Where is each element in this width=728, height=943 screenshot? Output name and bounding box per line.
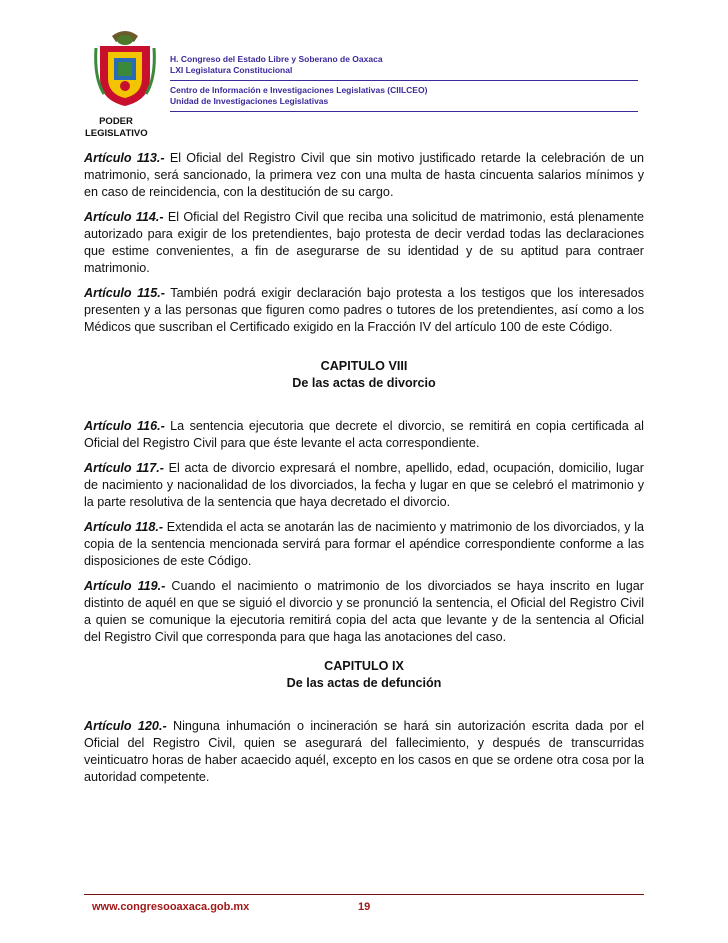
poder-legislativo-label: PODER LEGISLATIVO xyxy=(85,116,148,139)
page-number: 19 xyxy=(358,901,371,913)
article-115: Artículo 115.- También podrá exigir declaración bajo protesta a los testigos que los interesados presenten y a las personas que figuren como padres o tutores de los pretendientes, así como a los Médicos que suscriban el Certificado exigido en la Fracción IV del artículo 100 de este Código. xyxy=(84,286,644,334)
oaxaca-coat-of-arms-logo xyxy=(94,28,156,108)
article-120: Artículo 120.- Ninguna inhumación o incineración se hará sin autorización escrita dada por el Oficial del Registro Civil, quien se asegurará del fallecimiento, y después de transcurridas veinticuatro horas de haber acaecido aquél, excepto en los casos en que se ordene otra cosa por la autoridad competente. xyxy=(84,719,644,784)
header-divider-bottom xyxy=(170,111,638,112)
article-117: Artículo 117.- El acta de divorcio expresará el nombre, apellido, edad, ocupación, domicilio, lugar de nacimiento y nacionalidad de los divorciados, la fecha y lugar en que se celebró el matrimonio y la parte resolutiva de la sentencia que haya decretado el divorcio. xyxy=(84,461,644,509)
header-legislature: LXI Legislatura Constitucional xyxy=(170,65,293,75)
header-unit-name: Unidad de Investigaciones Legislativas xyxy=(170,96,329,106)
header-text-block xyxy=(170,54,640,116)
document-header xyxy=(88,28,648,138)
article-114: Artículo 114.- El Oficial del Registro Civil que reciba una solicitud de matrimonio, está plenamente autorizado para exigir de los pretendientes, bajo protesta de decir verdad todas las declaraciones que estime convenientes, a fin de asegurarse de su identidad y de su aptitud para contraer matrimonio. xyxy=(84,210,644,275)
document-footer xyxy=(84,894,644,918)
footer-divider xyxy=(84,894,644,895)
document-body xyxy=(84,150,644,794)
article-118: Artículo 118.- Extendida el acta se anotarán las de nacimiento y matrimonio de los divorciados, y la copia de la sentencia mencionada servirá para formar el apéndice correspondiente conforme a las disposiciones de este Código. xyxy=(84,520,644,568)
header-center-name: Centro de Información e Investigaciones Legislativas (CIILCEO) xyxy=(170,85,428,95)
article-116: Artículo 116.- La sentencia ejecutoria que decrete el divorcio, se remitirá en copia certificada al Oficial del Registro Civil para que éste levante el acta correspondiente. xyxy=(84,419,644,450)
chapter-viii-heading: CAPITULO VIII De las actas de divorcio xyxy=(292,359,436,390)
header-divider xyxy=(170,80,638,81)
footer-website-link[interactable]: www.congresooaxaca.gob.mx xyxy=(92,901,250,913)
article-113: Artículo 113.- El Oficial del Registro Civil que sin motivo justificado retarde la celebración de un matrimonio, será sancionado, la primera vez con una multa de hasta cincuenta salarios mínimos y en caso de reincidencia, con la destitución de su cargo. xyxy=(84,151,644,199)
chapter-ix-heading: CAPITULO IX De las actas de defunción xyxy=(286,659,442,690)
article-119: Artículo 119.- Cuando el nacimiento o matrimonio de los divorciados se haya inscrito en lugar distinto de aquél en que se siguió el divorcio y se pronunció la sentencia, el Oficial del Registro Civil a quien se comunique la ejecutoria remitirá copia del acta que levante y de la sentencia al Oficial del Registro Civil que corresponda para que haga las anotaciones del caso. xyxy=(84,579,644,644)
header-congress-name: H. Congreso del Estado Libre y Soberano de Oaxaca xyxy=(170,54,383,64)
